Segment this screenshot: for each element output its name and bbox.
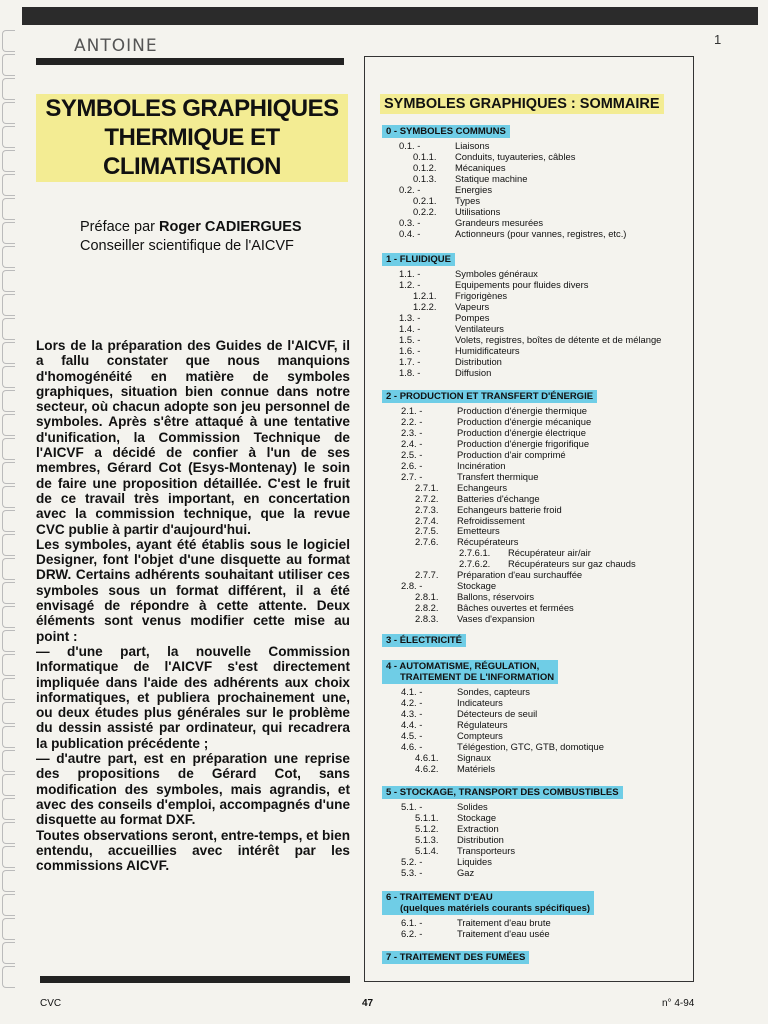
binding-ring <box>2 630 15 652</box>
toc-number: 0.2. - <box>399 183 421 195</box>
title-line: CLIMATISATION <box>103 153 281 180</box>
toc-entry: Liquides <box>457 855 492 867</box>
binding-ring <box>2 318 15 340</box>
binding-ring <box>2 774 15 796</box>
binding-ring <box>2 822 15 844</box>
toc-entry: Production d'énergie électrique <box>457 426 586 438</box>
toc-entry: Diffusion <box>455 366 492 378</box>
toc-number: 2.7.4. <box>415 514 439 526</box>
preface-prefix: Préface par <box>80 219 159 235</box>
binding-ring <box>2 30 15 52</box>
toc-number: 0.3. - <box>399 216 421 228</box>
section-heading <box>382 125 510 138</box>
toc-number: 2.7.3. <box>415 503 439 515</box>
toc-number: 2.8.2. <box>415 602 439 614</box>
toc-entry: Actionneurs (pour vannes, registres, etc.) <box>455 227 627 239</box>
section-heading <box>382 951 529 964</box>
toc-entry: Production d'air comprimé <box>457 448 566 460</box>
binding-ring <box>2 726 15 748</box>
toc-entry: Stockage <box>457 580 497 592</box>
toc-entry: Régulateurs <box>457 718 508 730</box>
toc-number: 5.1.2. <box>415 822 439 834</box>
bottom-rule <box>40 976 350 983</box>
binding-ring <box>2 150 15 172</box>
toc-number: 1.2. - <box>399 278 421 290</box>
toc-number: 2.7.1. <box>415 481 439 493</box>
binding-ring <box>2 102 15 124</box>
toc-number: 1.2.2. <box>413 300 437 312</box>
section-heading-line: 4 - AUTOMATISME, RÉGULATION, <box>386 661 540 672</box>
toc-entry: Production d'énergie frigorifique <box>457 437 590 449</box>
toc-entry: Humidificateurs <box>455 344 520 356</box>
toc-entry: Symboles généraux <box>455 268 538 279</box>
binding-ring <box>2 414 15 436</box>
toc-entry: Utilisations <box>455 205 501 217</box>
toc-entry: Traitement d'eau brute <box>457 917 551 928</box>
binding-ring <box>2 390 15 412</box>
preface-author: Roger CADIERGUES <box>159 219 302 235</box>
binding-ring <box>2 918 15 940</box>
toc-entry: Distribution <box>455 355 502 367</box>
binding-ring <box>2 894 15 916</box>
toc-entry: Echangeurs <box>457 481 508 493</box>
toc-number: 1.1. - <box>399 268 421 279</box>
footer-journal: CVC <box>40 998 62 1009</box>
toc-entry: Distribution <box>457 833 504 845</box>
section-heading <box>382 891 594 915</box>
toc-number: 2.7.7. <box>415 569 439 581</box>
section-heading <box>382 660 558 684</box>
binding-ring <box>2 654 15 676</box>
section-heading-line: 7 - TRAITEMENT DES FUMÉES <box>386 952 526 963</box>
toc-entry: Emetteurs <box>457 525 500 537</box>
binding-ring <box>2 198 15 220</box>
toc-number: 2.1. - <box>401 405 423 416</box>
toc-entry: Récupérateurs sur gaz chauds <box>508 558 636 570</box>
binding-ring <box>2 54 15 76</box>
article-body <box>36 338 350 873</box>
footer-issue: n° 4-94 <box>662 998 695 1009</box>
toc-entry: Statique machine <box>455 172 528 184</box>
toc-entry: Energies <box>455 183 493 195</box>
toc-number: 1.3. - <box>399 311 421 323</box>
toc-number: 0.2.1. <box>413 194 437 206</box>
binding-ring <box>2 750 15 772</box>
toc-entry: Matériels <box>457 762 496 774</box>
toc-number: 4.6. - <box>401 740 423 752</box>
toc-number: 5.1.1. <box>415 811 439 823</box>
preface-role: Conseiller scientifique de l'AICVF <box>80 238 294 254</box>
binding-ring <box>2 438 15 460</box>
toc-entry: Traitement d'eau usée <box>457 927 550 939</box>
binding-ring <box>2 366 15 388</box>
toc-number: 6.2. - <box>401 927 423 939</box>
toc-number: 1.4. - <box>399 322 421 334</box>
binding-ring <box>2 702 15 724</box>
toc-entry: Extraction <box>457 822 499 834</box>
handwritten-name: ANTOINE <box>74 36 158 56</box>
binding-ring <box>2 582 15 604</box>
toc-entry: Production d'énergie thermique <box>457 405 587 416</box>
toc-entry: Bâches ouvertes et fermées <box>457 602 574 614</box>
preface <box>80 218 302 256</box>
toc-number: 0.1. - <box>399 140 421 151</box>
toc-entry: Incinération <box>457 459 506 471</box>
toc-number: 4.1. - <box>401 686 423 697</box>
toc-entry: Préparation d'eau surchauffée <box>457 569 583 581</box>
section-heading-line: 2 - PRODUCTION ET TRANSFERT D'ÉNERGIE <box>386 391 594 402</box>
toc-entry: Vases d'expansion <box>457 613 535 625</box>
section-heading <box>382 786 623 799</box>
binding-ring <box>2 942 15 964</box>
toc-number: 2.2. - <box>401 415 423 427</box>
toc-entry: Signaux <box>457 751 491 763</box>
binding-ring <box>2 966 15 988</box>
section-heading-line: 1 - FLUIDIQUE <box>386 254 451 265</box>
toc-entry: Transfert thermique <box>457 470 539 482</box>
toc-entry: Stockage <box>457 811 497 823</box>
binding-ring <box>2 510 15 532</box>
top-rule <box>36 58 344 65</box>
toc-entry: Vapeurs <box>455 300 490 312</box>
toc-number: 1.2.1. <box>413 289 437 301</box>
toc-number: 2.3. - <box>401 426 423 438</box>
toc-entry: Gaz <box>457 866 475 878</box>
binding-ring <box>2 246 15 268</box>
toc-number: 5.2. - <box>401 855 423 867</box>
toc-number: 6.1. - <box>401 917 423 928</box>
toc-number: 1.8. - <box>399 366 421 378</box>
binding-ring <box>2 606 15 628</box>
section-heading <box>382 253 455 266</box>
toc-number: 2.7. - <box>401 470 423 482</box>
toc-number: 4.5. - <box>401 729 423 741</box>
toc-number: 5.1.3. <box>415 833 439 845</box>
toc-number: 1.5. - <box>399 333 421 345</box>
body-paragraph: Lors de la préparation des Guides de l'AICVF, il a fallu constater que nous manquions d'homogénéité en matière de symboles graphiques, situation bien connue dans notre secteur, où chacun adopte son jeu personnel de symboles. Après s'être attaqué à une tentative d'unification, la Commission Technique de l'AICVF a décidé de confier à l'un de ses membres, Gérard Cot (Esys-Montenay) le soin de faire une proposition détaillée. C'est le fruit de ce travail très important, en concertation avec la commission technique, que la revue CVC publie à partir d'aujourd'hui. <box>36 338 350 537</box>
toc-number: 2.5. - <box>401 448 423 460</box>
binding-ring <box>2 798 15 820</box>
title-line: THERMIQUE ET <box>104 124 280 151</box>
body-paragraph: — d'une part, la nouvelle Commission Informatique de l'AICVF s'est directement impliquée dans l'aide des adhérents aux choix informatiques, et publiera prochainement une, ou deux études plus générales sur le problème du dessin assisté par ordinateur, qui recadrera la publication précédente ; <box>36 643 350 751</box>
toc-entry: Batteries d'échange <box>457 492 540 504</box>
toc-number: 2.7.6. <box>415 536 439 548</box>
section-heading-line: (quelques matériels courants spécifiques) <box>400 903 591 914</box>
article-title <box>36 94 348 181</box>
toc-number: 4.6.2. <box>415 762 439 774</box>
toc-number: 4.6.1. <box>415 751 439 763</box>
toc-entry: Ventilateurs <box>455 322 504 334</box>
binding-ring <box>2 846 15 868</box>
toc-entry: Télégestion, GTC, GTB, domotique <box>457 740 604 752</box>
binding-ring <box>2 678 15 700</box>
toc-number: 5.1.4. <box>415 844 439 856</box>
section-heading-line: 0 - SYMBOLES COMMUNS <box>386 126 506 137</box>
toc-number: 4.4. - <box>401 718 423 730</box>
toc-entry: Conduits, tuyauteries, câbles <box>455 150 576 162</box>
toc-number: 0.1.3. <box>413 172 437 184</box>
binding-ring <box>2 342 15 364</box>
toc-entry: Indicateurs <box>457 696 503 708</box>
section-heading-line: 3 - ÉLECTRICITÉ <box>386 635 463 646</box>
toc-number: 2.7.5. <box>415 525 439 537</box>
section-heading <box>382 634 466 647</box>
binding-ring <box>2 486 15 508</box>
toc-number: 2.8.1. <box>415 591 439 603</box>
binding-ring <box>2 870 15 892</box>
binding-ring <box>2 558 15 580</box>
toc-number: 5.3. - <box>401 866 423 878</box>
body-paragraph: — d'autre part, est en préparation une reprise des propositions de Gérard Cot, sans modification des symboles, mais agrandis, et avec des conseils d'emploi, accompagnés d'une disquette au format DXF. <box>36 751 350 828</box>
toc-entry: Ballons, réservoirs <box>457 591 535 603</box>
toc-entry: Pompes <box>455 311 490 323</box>
toc-entry: Types <box>455 194 481 206</box>
toc-entry: Echangeurs batterie froid <box>457 503 562 515</box>
toc-entry: Transporteurs <box>457 844 516 856</box>
toc-number: 0.2.2. <box>413 205 437 217</box>
binding-ring <box>2 174 15 196</box>
binding-ring <box>2 270 15 292</box>
toc-entry: Liaisons <box>455 140 490 151</box>
toc-entry: Récupérateur air/air <box>508 547 591 559</box>
toc-number: 5.1. - <box>401 801 423 812</box>
body-paragraph: Toutes observations seront, entre-temps, et bien entendu, accueillies avec intérêt par les commissions AICVF. <box>36 827 350 874</box>
toc-number: 2.8.3. <box>415 613 439 625</box>
handwritten-page-number: 1 <box>714 32 722 47</box>
toc-number: 4.3. - <box>401 707 423 719</box>
title-line: SYMBOLES GRAPHIQUES <box>45 95 339 122</box>
toc-number: 0.4. - <box>399 227 421 239</box>
toc-entry: Production d'énergie mécanique <box>457 415 592 427</box>
toc-number: 2.4. - <box>401 437 423 449</box>
binding-ring <box>2 294 15 316</box>
spiral-binding <box>0 30 18 990</box>
section-heading <box>382 390 597 403</box>
toc-entry: Refroidissement <box>457 514 525 526</box>
toc-entry: Frigorigènes <box>455 289 508 301</box>
section-heading-line: 5 - STOCKAGE, TRANSPORT DES COMBUSTIBLES <box>386 787 619 798</box>
toc-entry: Mécaniques <box>455 161 506 173</box>
toc-number: 1.6. - <box>399 344 421 356</box>
sommaire-title: SYMBOLES GRAPHIQUES : SOMMAIRE <box>380 94 664 114</box>
toc-entry: Sondes, capteurs <box>457 686 530 697</box>
toc-number: 4.2. - <box>401 696 423 708</box>
toc-entry: Solides <box>457 801 488 812</box>
binding-ring <box>2 534 15 556</box>
toc-number: 1.7. - <box>399 355 421 367</box>
binding-ring <box>2 126 15 148</box>
section-heading-line: 6 - TRAITEMENT D'EAU <box>386 892 493 903</box>
toc-number: 2.6. - <box>401 459 423 471</box>
footer-page-number: 47 <box>362 998 374 1009</box>
binding-ring <box>2 78 15 100</box>
toc-entry: Compteurs <box>457 729 503 741</box>
toc-number: 0.1.1. <box>413 150 437 162</box>
toc-number: 2.7.6.1. <box>459 547 491 559</box>
toc-entry: Récupérateurs <box>457 536 519 548</box>
body-paragraph: Les symboles, ayant été établis sous le logiciel Designer, font l'objet d'une disquette au format DRW. Certains adhérents souhaitant utiliser ces symboles sous un format différent, il a été envisagé de répondre à cette attente. Deux éléments sont venus modifier cette mise au point : <box>36 536 350 644</box>
toc-entry: Grandeurs mesurées <box>455 216 544 228</box>
top-black-bar <box>22 7 758 25</box>
toc-number: 0.1.2. <box>413 161 437 173</box>
toc-number: 2.7.2. <box>415 492 439 504</box>
toc-entry: Détecteurs de seuil <box>457 707 538 719</box>
section-heading-line: TRAITEMENT DE L'INFORMATION <box>400 672 555 683</box>
toc-entry: Volets, registres, boîtes de détente et de mélange <box>455 333 662 345</box>
toc-number: 2.7.6.2. <box>459 558 491 570</box>
toc-number: 2.8. - <box>401 580 423 592</box>
binding-ring <box>2 222 15 244</box>
toc-entry: Equipements pour fluides divers <box>455 278 589 290</box>
binding-ring <box>2 462 15 484</box>
